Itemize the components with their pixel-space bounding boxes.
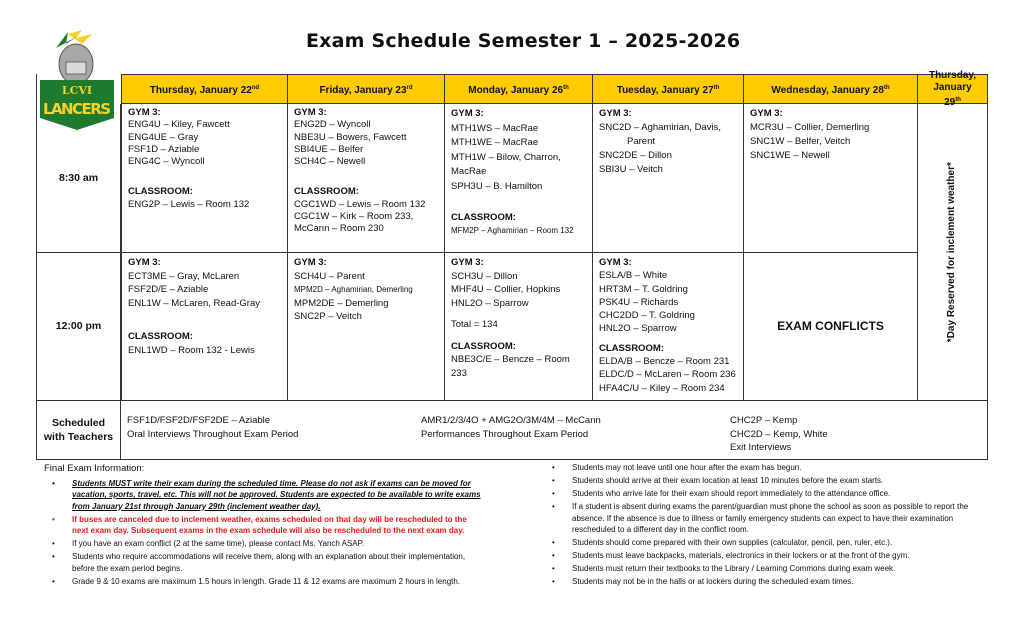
exam-cell-mon26-am: GYM 3: MTH1WS – MacRae MTH1WE – MacRae MTH1W – Bilow, Charron, MacRae SPH3U – B. Hamilton CLASSROOM: MFM2P – Aghamirian – Room 132 [445,104,593,253]
final-exam-info-right [544,462,984,589]
svg-text:LCVI: LCVI [61,84,93,97]
exam-cell-fri23-am: GYM 3: ENG2D – Wyncoll NBE3U – Bowers, Fawcett SBI4UE – Belfer SCH4C – Newell CLASSROOM: CGC1WD – Lewis – Room 132 CGC1W – Kirk – Room 233, McCann – Room 230 [288,104,445,253]
page-title: Exam Schedule Semester 1 – 2025-2026 [306,30,741,52]
info-item: • Grade 9 & 10 exams are maximum 1.5 hours in length. Grade 11 & 12 exams are maximum 2 hours in length. [44,576,484,588]
exam-cell-tue27-am: GYM 3: SNC2D – Aghamirian, Davis, Parent SNC2DE – Dillon SBI3U – Veitch [593,104,744,253]
time-slot-1200: 12:00 pm [36,253,121,401]
day-header-6: Thursday, January 29th [918,74,988,104]
final-exam-info-heading: Final Exam Information: [44,463,145,474]
day-header-2: Friday, January 23rd [288,74,445,104]
day-header-1: Thursday, January 22nd [121,74,288,104]
info-item: • Students may not leave until one hour after the exam has begun. [544,462,984,474]
info-item: • Students who require accommodations will receive them, along with an explanation about their implementation, before the exam period begins. [44,551,484,574]
svg-text:LANCERS: LANCERS [43,100,111,118]
info-item: • Students should come prepared with their own supplies (calculator, pencil, pen, ruler, etc.). [544,537,984,549]
exam-schedule-table [36,69,988,460]
exam-cell-thu22-pm: GYM 3: ECT3ME – Gray, McLaren FSF2D/E – Aziable ENL1W – McLaren, Read-Gray CLASSROOM: ENL1WD – Room 132 - Lewis [121,253,288,401]
info-item: • If buses are canceled due to inclement weather, exams scheduled on that day will be rescheduled to the next exam day. Subsequent exams in the exam schedule will also be rescheduled to the next exam day. [44,514,484,537]
info-item: • Students MUST write their exam during the scheduled time. Please do not ask if exams can be moved for vacation, sports, travel, etc. This will not be approved. Students are expected to be available to write exams from January 21st through January 29th (inclement weather day). [44,478,484,513]
exam-cell-thu22-am: GYM 3: ENG4U – Kiley, Fawcett ENG4UE – Gray FSF1D – Aziable ENG4C – Wyncoll CLASSROOM: ENG2P – Lewis – Room 132 [121,104,288,253]
scheduled-with-teachers-label: Scheduled with Teachers [36,401,121,460]
info-item: • Students must return their textbooks to the Library / Learning Commons during exam week. [544,563,984,575]
day-header-4: Tuesday, January 27th [593,74,744,104]
day-header-3: Monday, January 26th [445,74,593,104]
info-item: • Students should arrive at their exam location at least 10 minutes before the exam starts. [544,475,984,487]
exam-cell-tue27-pm: GYM 3: ESLA/B – White HRT3M – T. Goldring PSK4U – Richards CHC2DD – T. Goldring HNL2O – Sparrow CLASSROOM: ELDA/B – Bencze – Room 231 ELDC/D – McLaren – Room 236 HFA4C/U – Kiley – Room 234 [593,253,744,401]
info-item: • If a student is absent during exams the parent/guardian must phone the school as soon as possible to report the absence. If the absence is due to illness or family emergency students can expect to have their examination rescheduled to a different day in the conflict room. [544,501,984,536]
info-item: • Students may not be in the halls or at lockers during the scheduled exam times. [544,576,984,588]
info-item: • If you have an exam conflict (2 at the same time), please contact Ms. Yanch ASAP. [44,538,484,550]
day-header-5: Wednesday, January 28th [744,74,918,104]
exam-conflicts-cell: EXAM CONFLICTS [744,253,918,401]
exam-cell-mon26-pm: GYM 3: SCH3U – Dillon MHF4U – Collier, Hopkins HNL2O – Sparrow Total = 134 CLASSROOM: NBE3C/E – Bencze – Room 233 [445,253,593,401]
inclement-weather-day-cell: *Day Reserved for inclement weather* [918,104,988,401]
exam-cell-wed28-am: GYM 3: MCR3U – Collier, Demerling SNC1W – Belfer, Veitch SNC1WE – Newell [744,104,918,253]
info-item: • Students who arrive late for their exam should report immediately to the attendance office. [544,488,984,500]
info-item: • Students must leave backpacks, materials, electronics in their lockers or at the front of the gym. [544,550,984,562]
total-count: Total = 134 [451,319,498,330]
time-slot-830: 8:30 am [36,104,121,253]
final-exam-info-left [44,463,484,589]
exam-cell-fri23-pm: GYM 3: SCH4U – Parent MPM2D – Aghamirian, Demerling MPM2DE – Demerling SNC2P – Veitch [288,253,445,401]
scheduled-with-teachers-cell: FSF1D/FSF2D/FSF2DE – Aziable Oral Interviews Throughout Exam Period AMR1/2/3/4O + AMG2O/3M/4M – McCann Performances Throughout Exam Period CHC2P – Kemp CHC2D – Kemp, White Exit Interviews [121,401,988,460]
